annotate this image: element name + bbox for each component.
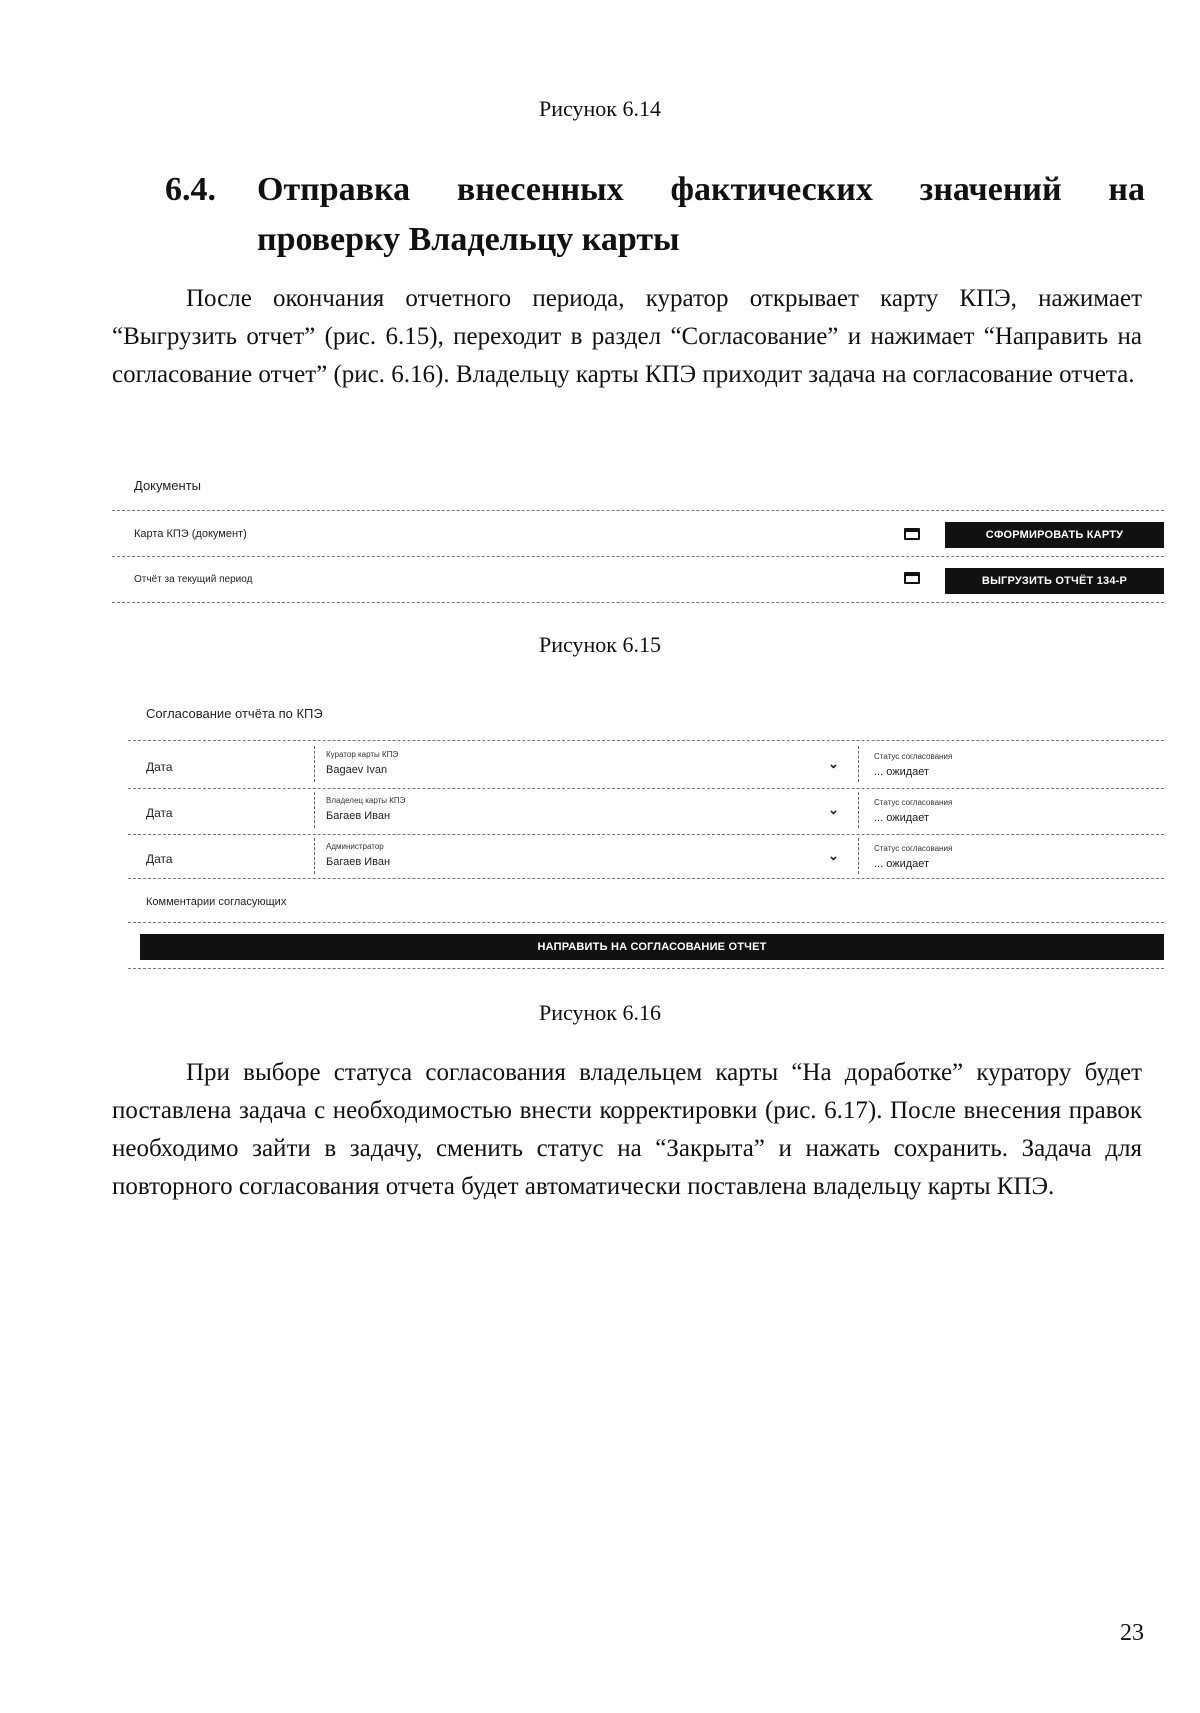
divider: [128, 878, 1164, 879]
divider: [112, 556, 1164, 557]
divider: [314, 838, 315, 874]
divider: [858, 792, 859, 828]
paragraph-intro: После окончания отчетного периода, куратор открывает карту КПЭ, нажимает “Выгрузить отчет” (рис. 6.15), переходит в раздел “Согласование” и нажимает “Направить на согласование отчет” (рис. 6.16). Владельцу карты КПЭ приходит задача на согласование отчета.: [112, 285, 1142, 388]
figure-documents: [112, 448, 1164, 608]
export-report-button[interactable]: ВЫГРУЗИТЬ ОТЧЁТ 134-Р: [945, 568, 1164, 594]
approval-row-date: Дата: [146, 760, 173, 774]
approval-row-role: Куратор карты КПЭ: [326, 750, 399, 759]
caption-fig-6-15: Рисунок 6.15: [539, 632, 661, 657]
paragraph-rework: При выборе статуса согласования владельцем карты “На доработке” куратору будет поставлена задача с необходимостью внести корректировки (рис. 6.17). После внесения правок необходимо зайти в задачу, сменить статус на “Закрыта” и нажать сохранить. Задача для повторного согласования отчета будет автоматически поставлена владельцу карты КПЭ.: [112, 1059, 1142, 1200]
approval-row-person[interactable]: Багаев Иван: [326, 856, 391, 868]
divider: [128, 740, 1164, 741]
divider: [128, 922, 1164, 923]
divider: [112, 510, 1164, 511]
folder-icon[interactable]: [904, 528, 920, 540]
documents-section-title: Документы: [134, 478, 202, 493]
divider: [112, 602, 1164, 603]
approval-row-role: Владелец карты КПЭ: [326, 796, 406, 805]
section-number: 6.4.: [165, 171, 216, 208]
approval-row-status-label: Статус согласования: [874, 752, 953, 761]
section-title-line1: Отправка внесенных фактических значений на: [257, 171, 1145, 208]
approval-row-status-label: Статус согласования: [874, 844, 953, 853]
chevron-down-icon[interactable]: ⌄: [828, 756, 839, 771]
approval-row-role: Администратор: [326, 842, 384, 851]
approval-row-person[interactable]: Багаев Иван: [326, 810, 391, 822]
send-for-approval-button[interactable]: НАПРАВИТЬ НА СОГЛАСОВАНИЕ ОТЧЕТ: [140, 934, 1164, 960]
approval-section-title: Согласование отчёта по КПЭ: [146, 706, 323, 721]
approval-row-date: Дата: [146, 806, 173, 820]
approval-row-status: ... ожидает: [874, 812, 930, 824]
approval-row-date: Дата: [146, 852, 173, 866]
approval-row-status: ... ожидает: [874, 766, 930, 778]
chevron-down-icon[interactable]: ⌄: [828, 802, 839, 817]
divider: [128, 788, 1164, 789]
divider: [314, 746, 315, 782]
approval-row-status: ... ожидает: [874, 858, 930, 870]
approval-row-status-label: Статус согласования: [874, 798, 953, 807]
folder-icon[interactable]: [904, 572, 920, 584]
section-title: [257, 165, 1145, 265]
divider: [314, 792, 315, 828]
page-number: 23: [1120, 1620, 1144, 1646]
caption-fig-6-14: Рисунок 6.14: [539, 96, 661, 121]
document-row-label-card: Карта КПЭ (документ): [134, 528, 247, 540]
generate-card-button[interactable]: СФОРМИРОВАТЬ КАРТУ: [945, 522, 1164, 548]
document-row-label-report: Отчёт за текущий период: [134, 574, 253, 585]
divider: [128, 968, 1164, 969]
section-heading: [165, 165, 1145, 265]
divider: [858, 746, 859, 782]
chevron-down-icon[interactable]: ⌄: [828, 848, 839, 863]
section-title-line2: проверку Владельцу карты: [257, 221, 680, 258]
comments-label[interactable]: Комментарии согласующих: [146, 896, 287, 908]
caption-fig-6-16: Рисунок 6.16: [539, 1000, 661, 1025]
divider: [128, 834, 1164, 835]
figure-approval: [128, 696, 1164, 976]
divider: [858, 838, 859, 874]
approval-row-person[interactable]: Bagaev Ivan: [326, 764, 388, 776]
